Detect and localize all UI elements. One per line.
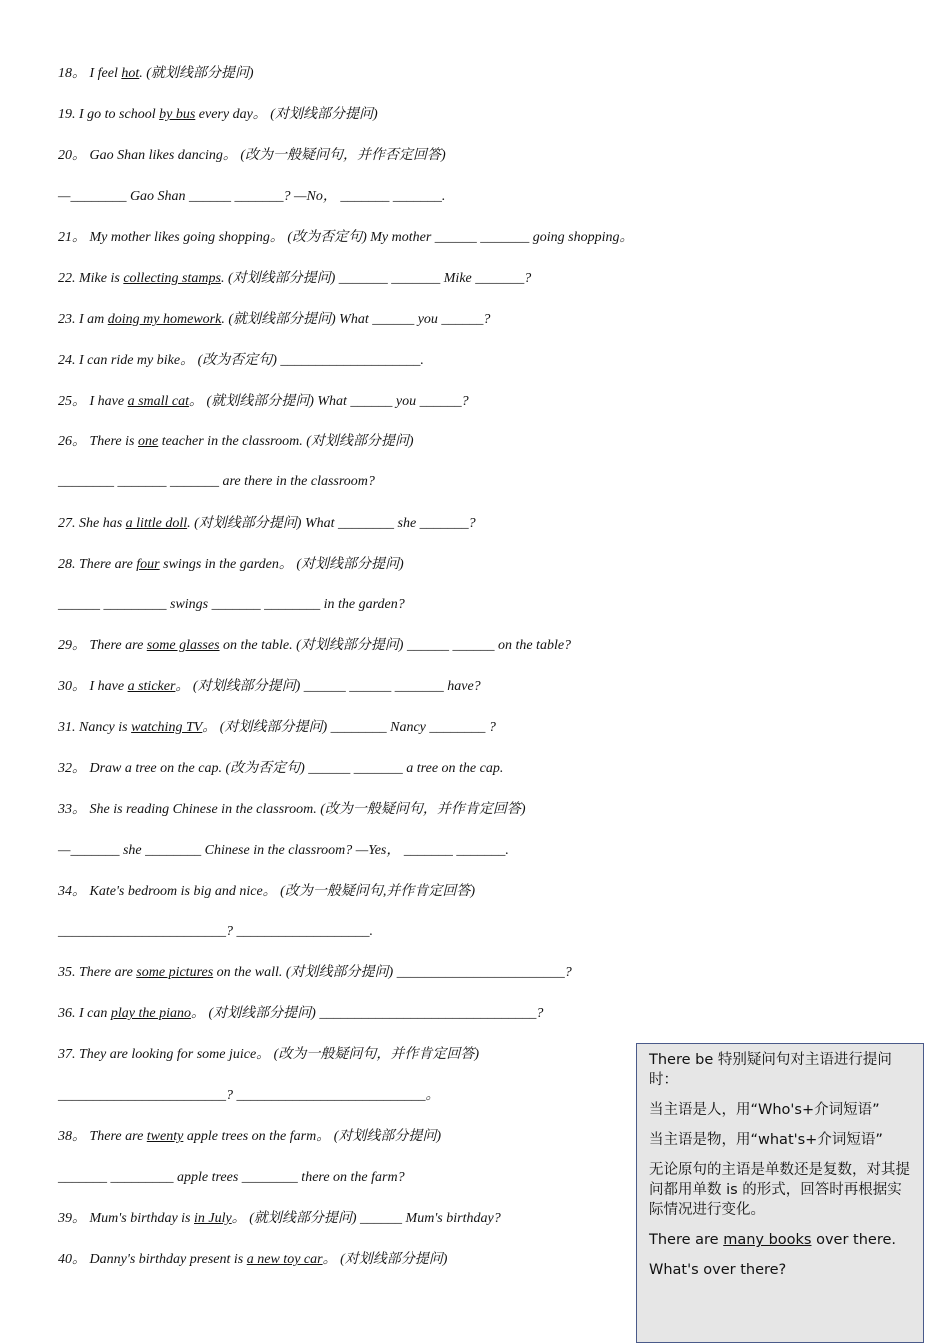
underlined-phrase: collecting stamps — [123, 271, 221, 286]
question-q24: 24. I can ride my bike。 (改为否定句) ____________________. — [58, 353, 424, 368]
note-paragraph: There be 特别疑问句对主语进行提问时： — [649, 1052, 892, 1088]
question-q23 — [58, 310, 490, 330]
question-q36 — [58, 1004, 543, 1024]
question-q31 — [58, 718, 496, 738]
note-example: There are many books over there. — [649, 1232, 897, 1248]
underlined-phrase: hot — [121, 66, 140, 81]
question-q34a: ________________________? ___________________. — [58, 924, 373, 939]
underlined-phrase: doing my homework — [107, 312, 222, 327]
question-text: 29。 There are — [58, 638, 147, 653]
question-q37a: ________________________? ___________________________。 — [58, 1088, 440, 1103]
note-paragraph: 无论原句的主语是单数还是复数，对其提问都用单数 is 的形式，回答时再根据实际情况进行变化。 — [649, 1162, 910, 1218]
question-q20a: —________ Gao Shan ______ _______? —No， _______ _______. — [58, 189, 446, 204]
question-text: 38。 There are — [58, 1129, 147, 1144]
question-text: 19. I go to school — [58, 107, 160, 122]
question-text: . (对划线部分提问) _______ _______ Mike _______? — [220, 271, 532, 286]
question-q20: 20。 Gao Shan likes dancing。 (改为一般疑问句，并作否定回答) — [58, 148, 446, 163]
question-text: 28. There are — [58, 557, 137, 572]
question-text: 23. I am — [58, 312, 108, 327]
question-text: 31. Nancy is — [58, 720, 132, 735]
underlined-phrase: some pictures — [136, 965, 214, 980]
note-paragraph: 当主语是人，用“Who's+介词短语” — [649, 1102, 880, 1118]
question-text: 。 (对划线部分提问) ______ ______ _______ have? — [175, 679, 481, 694]
question-q38 — [58, 1127, 441, 1147]
question-text: teacher in the classroom. (对划线部分提问) — [158, 434, 414, 449]
question-text: 。 (就划线部分提问) What ______ you ______? — [189, 394, 469, 409]
underlined-phrase: many books — [723, 1232, 812, 1248]
question-q28 — [58, 555, 404, 575]
underlined-phrase: four — [136, 557, 160, 572]
question-text: apple trees on the farm。 (对划线部分提问) — [183, 1129, 442, 1144]
question-text: 27. She has — [58, 516, 126, 531]
question-text: 30。 I have — [58, 679, 128, 694]
question-text: swings in the garden。 (对划线部分提问) — [159, 557, 404, 572]
underlined-phrase: watching TV — [131, 720, 203, 735]
underlined-phrase: a sticker — [127, 679, 176, 694]
question-q29 — [58, 636, 571, 656]
underlined-phrase: in July — [194, 1211, 232, 1226]
question-q34: 34。 Kate's bedroom is big and nice。 (改为一般疑问句,并作肯定回答) — [58, 884, 476, 899]
question-text: . (就划线部分提问) What ______ you ______? — [221, 312, 491, 327]
question-q27 — [58, 514, 476, 534]
underlined-phrase: play the piano — [110, 1006, 191, 1021]
underlined-phrase: a little doll — [125, 516, 188, 531]
question-q33: 33。 She is reading Chinese in the classroom. (改为一般疑问句，并作肯定回答) — [58, 802, 526, 817]
note-example-question: What's over there? — [649, 1262, 787, 1278]
question-text: 。 (对划线部分提问) — [322, 1252, 448, 1267]
question-text: 。 (对划线部分提问) _______________________________? — [191, 1006, 544, 1021]
underlined-phrase: some glasses — [146, 638, 220, 653]
question-text: 。 (对划线部分提问) ________ Nancy ________ ? — [202, 720, 496, 735]
question-q40 — [58, 1250, 447, 1270]
question-text: 25。 I have — [58, 394, 128, 409]
question-text: 40。 Danny's birthday present is — [58, 1252, 247, 1267]
underlined-phrase: one — [137, 434, 159, 449]
question-text: 36. I can — [58, 1006, 111, 1021]
question-q39 — [58, 1209, 501, 1229]
question-text: 。 (就划线部分提问) ______ Mum's birthday? — [231, 1211, 501, 1226]
question-q35 — [58, 963, 572, 983]
note-paragraph: 当主语是物，用“what's+介词短语” — [649, 1132, 883, 1148]
question-text: every day。 (对划线部分提问) — [195, 107, 378, 122]
question-text: on the wall. (对划线部分提问) ________________________? — [213, 965, 572, 980]
underlined-phrase: twenty — [146, 1129, 184, 1144]
question-q21: 21。 My mother likes going shopping。 (改为否定句) My mother ______ _______ going shopping。 — [58, 230, 634, 245]
underlined-phrase: a small cat — [127, 394, 190, 409]
question-text: 35. There are — [58, 965, 137, 980]
question-q18 — [58, 64, 254, 84]
question-q26 — [58, 432, 414, 452]
question-text: 39。 Mum's birthday is — [58, 1211, 194, 1226]
question-q33a: —_______ she ________ Chinese in the classroom? —Yes， _______ _______. — [58, 843, 509, 858]
grammar-note-box — [636, 1043, 924, 1343]
question-text: on the table. (对划线部分提问) ______ ______ on the table? — [219, 638, 572, 653]
question-q22 — [58, 269, 531, 289]
question-q19 — [58, 105, 378, 125]
question-text: . (对划线部分提问) What ________ she _______? — [187, 516, 476, 531]
question-q25 — [58, 392, 469, 412]
question-text: 18。 I feel — [58, 66, 122, 81]
question-q30 — [58, 677, 481, 697]
question-q37: 37. They are looking for some juice。 (改为一般疑问句，并作肯定回答) — [58, 1047, 479, 1062]
question-q28a: ______ _________ swings _______ ________ in the garden? — [58, 597, 405, 612]
underlined-phrase: a new toy car — [246, 1252, 323, 1267]
question-text: 22. Mike is — [58, 271, 124, 286]
question-text: . (就划线部分提问) — [139, 66, 254, 81]
question-text: 26。 There is — [58, 434, 138, 449]
question-q32: 32。 Draw a tree on the cap. (改为否定句) ______ _______ a tree on the cap. — [58, 761, 504, 776]
question-q26a: ________ _______ _______ are there in the classroom? — [58, 474, 375, 489]
question-q38a: _______ _________ apple trees ________ there on the farm? — [58, 1170, 405, 1185]
underlined-phrase: by bus — [159, 107, 196, 122]
